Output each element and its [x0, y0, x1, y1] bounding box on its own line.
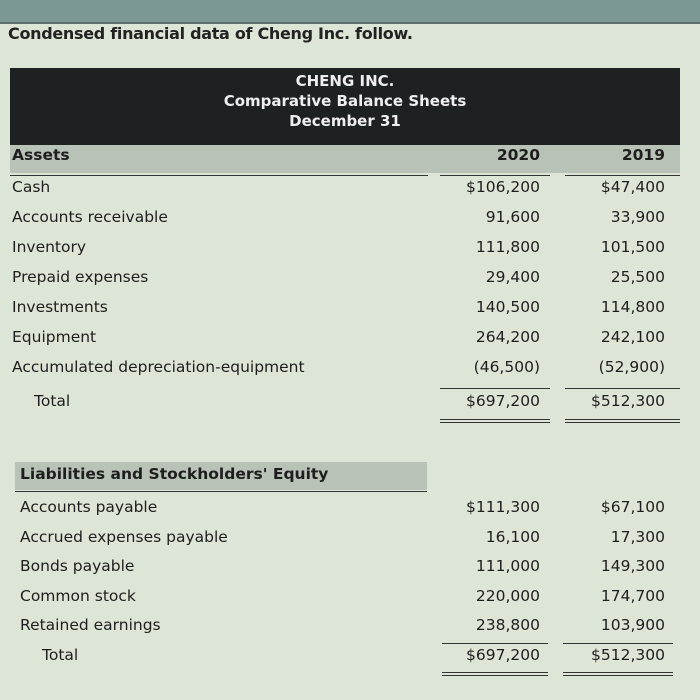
- divider: [15, 491, 427, 492]
- window-top-bar: [0, 0, 700, 24]
- value-2019: 33,900: [610, 208, 665, 226]
- row-label: Accounts payable: [20, 498, 158, 516]
- underline: [440, 388, 550, 389]
- divider: [10, 175, 428, 176]
- row-label: Accounts receivable: [12, 208, 168, 226]
- liabilities-header-row: [0, 465, 700, 491]
- table-row: [0, 498, 700, 524]
- value-2019: 114,800: [600, 298, 665, 316]
- value-2020: $106,200: [466, 178, 540, 196]
- row-label: Investments: [12, 298, 108, 316]
- table-row: [0, 328, 700, 354]
- table-row: [0, 238, 700, 264]
- row-label: Total: [34, 392, 71, 410]
- row-label: Accumulated depreciation-equipment: [12, 358, 305, 376]
- value-2020: 29,400: [485, 268, 540, 286]
- value-2019: 149,300: [600, 557, 665, 575]
- row-label: Inventory: [12, 238, 87, 256]
- company-name: CHENG INC.: [295, 72, 395, 90]
- double-underline: [440, 419, 550, 423]
- double-underline: [565, 419, 680, 423]
- value-2019: $512,300: [591, 646, 665, 664]
- row-label: Bonds payable: [20, 557, 135, 575]
- table-row: [0, 298, 700, 324]
- table-row: [0, 208, 700, 234]
- assets-header: Assets: [12, 146, 70, 164]
- row-label: Common stock: [20, 586, 136, 605]
- value-2020: 140,500: [475, 298, 540, 316]
- value-2019: 103,900: [600, 616, 665, 634]
- table-row: [0, 358, 700, 384]
- value-2020: 111,000: [475, 557, 540, 575]
- value-2020: $697,200: [466, 392, 540, 410]
- statement-title-box: [10, 68, 680, 145]
- value-2019: 25,500: [610, 268, 665, 286]
- row-label: Prepaid expenses: [12, 268, 149, 286]
- col-2019-header: 2019: [621, 146, 665, 164]
- value-2020: $697,200: [466, 646, 540, 664]
- statement-name: Comparative Balance Sheets: [223, 92, 467, 110]
- value-2019: (52,900): [598, 358, 665, 376]
- value-2019: $67,100: [600, 498, 665, 516]
- value-2019: $512,300: [591, 392, 665, 410]
- row-label: Retained earnings: [20, 616, 161, 634]
- underline: [565, 388, 680, 389]
- value-2020: $111,300: [466, 498, 540, 516]
- underline: [442, 643, 548, 644]
- value-2019: 17,300: [610, 527, 665, 546]
- double-underline: [563, 672, 673, 676]
- table-row: [0, 178, 700, 204]
- statement-date: December 31: [289, 112, 401, 130]
- value-2020: 111,800: [475, 238, 540, 256]
- table-row: [0, 528, 700, 554]
- liabilities-header: Liabilities and Stockholders' Equity: [20, 465, 329, 483]
- row-label: Accrued expenses payable: [20, 527, 228, 546]
- intro-text: Condensed financial data of Cheng Inc. follow.: [8, 24, 413, 43]
- value-2020: 91,600: [485, 208, 540, 226]
- divider: [565, 175, 680, 176]
- row-label: Total: [42, 646, 79, 664]
- divider: [440, 175, 550, 176]
- table-row: [0, 557, 700, 583]
- assets-header-row: [0, 146, 700, 172]
- liabilities-total-row: [0, 646, 700, 672]
- value-2020: 16,100: [485, 527, 540, 546]
- double-underline: [442, 672, 548, 676]
- row-label: Cash: [12, 178, 51, 196]
- value-2020: 264,200: [475, 328, 540, 346]
- value-2019: 101,500: [600, 238, 665, 256]
- value-2019: $47,400: [600, 178, 665, 196]
- row-label: Equipment: [12, 328, 97, 346]
- assets-total-row: [0, 392, 700, 418]
- underline: [563, 643, 673, 644]
- table-row: [0, 616, 700, 642]
- value-2020: (46,500): [473, 358, 540, 376]
- col-2020-header: 2020: [496, 146, 540, 164]
- value-2019: 174,700: [600, 586, 665, 605]
- table-row: [0, 268, 700, 294]
- value-2019: 242,100: [600, 328, 665, 346]
- table-row: [0, 587, 700, 613]
- value-2020: 238,800: [475, 616, 540, 634]
- value-2020: 220,000: [475, 586, 540, 605]
